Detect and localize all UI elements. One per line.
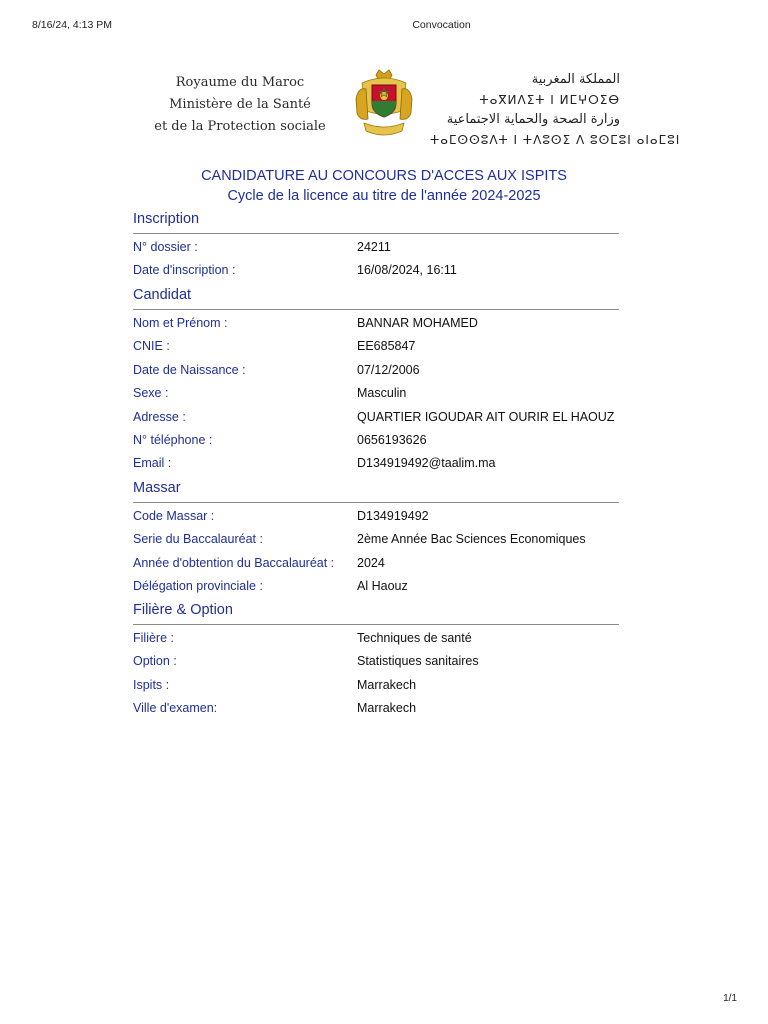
field-label: Filière : [133,631,174,645]
field-label: N° téléphone : [133,432,213,447]
field-value: 2ème Année Bac Sciences Economiques [357,532,586,547]
section-title: Filière & Option [133,600,619,625]
section-title: Massar [133,478,619,503]
field-value: Masculin [357,386,407,401]
field-value: EE685847 [357,339,416,354]
field-label: Ville d'examen: [133,701,218,716]
field-label: Option : [133,654,177,669]
field-row [133,406,619,429]
field-label: Adresse : [133,409,186,424]
field-value: 07/12/2006 [357,362,420,377]
field-row [133,528,619,551]
field-label: Serie du Baccalauréat : [133,532,263,547]
print-header [0,19,768,33]
field-label: Email : [133,456,172,471]
field-value: QUARTIER IGOUDAR AIT OURIR EL HAOUZ [357,409,615,424]
field-label: Code Massar : [133,509,215,523]
field-row [133,335,619,358]
field-row [133,575,619,598]
field-value: Marrakech [357,677,417,692]
field-value: Techniques de santé [357,631,472,645]
field-row [133,452,619,475]
field-row [133,236,619,259]
letterhead-fr-line: Royaume du Maroc [175,75,305,90]
field-value: 24211 [357,240,391,254]
letterhead-french [150,72,330,138]
letterhead-fr-line: et de la Protection sociale [154,119,326,134]
document-title-line1: CANDIDATURE AU CONCOURS D'ACCES AUX ISPITS [201,168,567,184]
field-row [133,627,619,650]
page-number: 1/1 [723,993,737,1004]
section-massar [133,478,619,599]
field-row [133,312,619,335]
field-value: Marrakech [357,701,417,716]
letterhead [0,66,768,146]
field-row [133,429,619,452]
letterhead-fr-line: Ministère de la Santé [169,97,311,112]
field-label: Date d'inscription : [133,263,236,278]
print-datetime: 8/16/24, 4:13 PM [32,19,112,31]
field-label: CNIE : [133,339,170,354]
field-row [133,650,619,673]
letterhead-tifinagh-line: ⵜⴰⵎⵙⵙⵓⴷⵜ ⵏ ⵜⴷⵓⵙⵉ ⴷ ⵓⵙⵎⵓⵏ ⴰⵏⴰⵎⵓⵏ [430,133,681,147]
field-value: 2024 [357,555,385,570]
section-filiere-option [133,600,619,721]
field-row [133,259,619,282]
field-value: D134919492@taalim.ma [357,456,496,471]
field-label: Nom et Prénom : [133,316,228,330]
field-row [133,697,619,720]
field-label: N° dossier : [133,240,198,254]
section-candidat [133,285,619,476]
section-title: Inscription [133,209,619,234]
field-value: Al Haouz [357,579,408,594]
field-value: Statistiques sanitaires [357,654,479,669]
field-row [133,359,619,382]
print-title: Convocation [412,19,471,31]
letterhead-ar-line: المملكة المغربية [531,72,620,87]
letterhead-ar-line: وزارة الصحة والحماية الاجتماعية [446,112,620,127]
field-row [133,674,619,697]
field-row [133,382,619,405]
coat-of-arms-icon [352,69,416,141]
field-row [133,505,619,528]
letterhead-arabic [430,70,681,150]
field-label: Délégation provinciale : [133,579,263,594]
section-inscription [133,209,619,283]
letterhead-tifinagh-line: ⵜⴰⴳⵍⴷⵉⵜ ⵏ ⵍⵎⵖⵔⵉⴱ [479,93,620,107]
field-value: BANNAR MOHAMED [357,316,478,330]
field-value: 0656193626 [357,432,427,447]
field-label: Ispits : [133,677,170,692]
field-label: Date de Naissance : [133,362,246,377]
field-row [133,552,619,575]
field-value: D134919492 [357,509,429,523]
document-title-line2: Cycle de la licence au titre de l'année 2024-2025 [227,188,541,204]
field-value: 16/08/2024, 16:11 [357,263,457,278]
field-label: Année d'obtention du Baccalauréat : [133,555,335,570]
document-title [0,166,768,206]
section-title: Candidat [133,285,619,310]
field-label: Sexe : [133,386,169,401]
